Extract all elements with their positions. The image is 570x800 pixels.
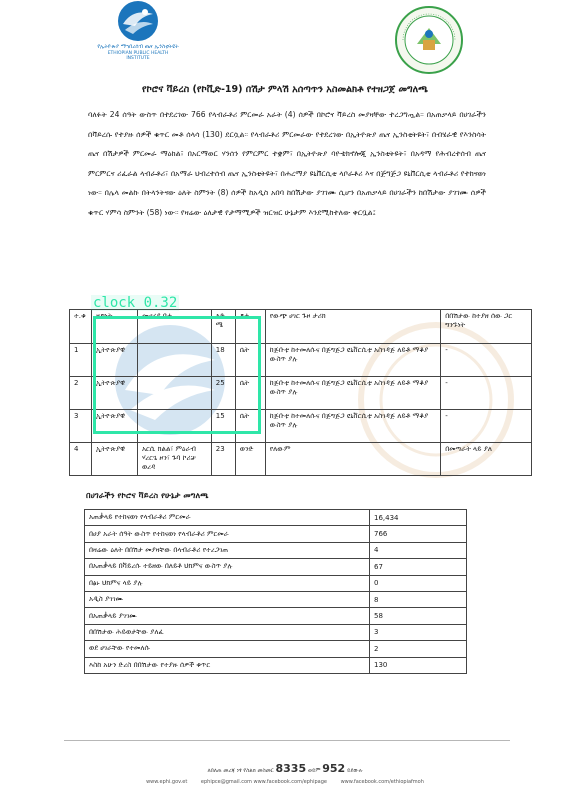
- hotline-mid: ወይም: [307, 768, 321, 774]
- table-cell: ሴት: [235, 377, 265, 410]
- summary-label: ወደ ሀገራቸው የተመለሱ: [85, 641, 370, 657]
- summary-title: በሀገራችን የኮሮና ቫይረስ የሁኔታ መግለጫ: [86, 490, 209, 500]
- footer-divider: [64, 740, 510, 741]
- table-cell: ኢትዮጵያዊ: [91, 377, 137, 410]
- table-row: [85, 526, 467, 542]
- summary-label: በአጠቃላይ በቫይረሱ ተይዘው በለይቶ ህክምና ውስጥ ያሉ: [85, 559, 370, 575]
- table-cell: 15: [211, 410, 235, 443]
- table-cell: የለውም: [265, 443, 440, 476]
- table-row: [85, 624, 467, 640]
- summary-label: በሀያ አራት ሰዓት ውስጥ የተከናወነ የላብራቶሪ ምርመራ: [85, 526, 370, 542]
- table-cell: ኢትዮጵያዊ: [91, 344, 137, 377]
- column-header: እድ ሜ: [211, 310, 235, 344]
- summary-label: በዛሬው ዕለት በበሽታ መያዛቸው በላብራቶሪ የተረጋገጠ: [85, 542, 370, 558]
- detection-label: clock 0.32: [93, 295, 178, 311]
- column-header: በበሽታው ከተያዘ ሰው ጋር ግንኙነት: [441, 310, 532, 344]
- logo-caption-english: ETHIOPIAN PUBLIC HEALTH INSTITUTE: [107, 51, 169, 61]
- detection-bounding-box: [93, 316, 261, 434]
- table-cell: -: [441, 410, 532, 443]
- table-cell: ኢትዮጵያዊ: [91, 443, 137, 476]
- table-cell: -: [441, 377, 532, 410]
- table-row: [85, 591, 467, 607]
- table-cell: 25: [211, 377, 235, 410]
- table-row: [85, 641, 467, 657]
- table-row: [85, 608, 467, 624]
- table-cell: ሴት: [235, 410, 265, 443]
- ephi-logo-icon: [113, 0, 163, 42]
- column-header: ፆታ: [235, 310, 265, 344]
- summary-value: 2: [370, 641, 467, 657]
- table-cell: ሴት: [235, 344, 265, 377]
- ephi-logo: [96, 0, 180, 66]
- table-cell: ከጅቡቲ ከተመለሱና በጅግጅጋ ዩኒቨርሲቲ አስገዳጅ ለይቶ ማቆያ ውስጥ ያሉ: [265, 377, 440, 410]
- hotline-number-2: 952: [322, 762, 346, 775]
- document-paragraph: ባለፉት 24 ሰዓት ውስጥ በተደረገው 766 የላብራቶሪ ምርመራ አራት (4) ሰዎች በኮሮና ቫይረስ መያዛቸው ተረጋግጧል። በአጠቃላይ በሀገራችን በቫይረሱ የተያዙ ሰዎች ቁጥር መቶ ሰላሳ (130) ደርሷል። የላብራቶሪ ምርመራው የተደረገው በኢትዮጵያ ጤና ኢንስቲትዩት፣ በብሄራዊ የእንስሳት ጤና በሽታዎች ምርመራ ማዕከል፣ በአርማወር ሃንሰን የምርምር ተቋም፣ በኢትዮጵያ ባዮቴክኖሎጂ ኢንስቲትዩት፣ በአዳማ የሕብረተሰብ ጤና ምርምርና ሪፈራል ላብራቶሪ፣ በአማራ ህብረተሰብ ጤና ኢንስቲትዩት፣ በሐረማያ ዩኒቨርሲቲ ላቦራቶሪ እና በጅግጅጋ ዩኒቨርሲቲ ላብራቶሪ የተከናወነ ነው። በሌላ መልኩ በትላንትናው ዕለት ስምንት (8) ሰዎች ከአዲስ አበባ ከበሽታው ያገገሙ ሲሆን በአጠቃላይ በሀገራችን ከበሽታው ያገገሙ ሰዎች ቁጥር ሃምሳ ስምንት (58) ነው። የዛሬው ዕለታዊ የታማሚዎች ዝርዝር ሁኔታም እንደሚከተለው ቀርቧል፤: [88, 110, 486, 217]
- footer-email: ephipce@gmail.com www.facebook.com/ephipage: [200, 779, 327, 785]
- table-cell: 4: [70, 443, 92, 476]
- summary-value: 3: [370, 624, 467, 640]
- table-cell: 1: [70, 344, 92, 377]
- footer-links: [0, 779, 570, 785]
- footer-facebook: www.facebook.com/ethiopiafmoh: [340, 779, 424, 785]
- summary-value: 8: [370, 591, 467, 607]
- summary-label: በፅኑ ህክምና ላይ ያሉ: [85, 575, 370, 591]
- summary-value: 4: [370, 542, 467, 558]
- table-cell: ከጅቡቲ ከተመለሱና በጅግጅጋ ዩኒቨርሲቲ አስገዳጅ ለይቶ ማቆያ ውስጥ ያሉ: [265, 344, 440, 377]
- hotline-prefix: ለበለጠ መረጃ ነፃ የስልክ መስመር: [207, 768, 274, 774]
- column-header: ተ.ቁ: [70, 310, 92, 344]
- column-header: ዜግነት: [91, 310, 137, 344]
- table-cell: ከጅቡቲ ከተመለሱና በጅግጅጋ ዩኒቨርሲቲ አስገዳጅ ለይቶ ማቆያ ውስጥ ያሉ: [265, 410, 440, 443]
- table-row: [85, 657, 467, 673]
- summary-value: 67: [370, 559, 467, 575]
- summary-value: 16,434: [370, 510, 467, 526]
- table-cell: 23: [211, 443, 235, 476]
- document-header: [0, 0, 570, 78]
- seal-icon: [393, 4, 465, 76]
- summary-label: እስከ አሁን ድረስ በበሽታው የተያዙ ሰዎች ቁጥር: [85, 657, 370, 673]
- summary-value: 0: [370, 575, 467, 591]
- logo-caption-amharic: የኢትዮጵያ ማኅበረሰብ ጤና ኢንስቲትዩት: [97, 44, 179, 50]
- summary-value: 130: [370, 657, 467, 673]
- table-row: [70, 443, 532, 476]
- footer-website: www.ephi.gov.et: [146, 779, 188, 785]
- table-cell: ኢትዮጵያዊ: [91, 410, 137, 443]
- summary-label: በአጠቃላይ ያገገሙ: [85, 608, 370, 624]
- table-cell: በመጣራት ላይ ያለ: [441, 443, 532, 476]
- summary-label: አጠቃላይ የተከናወነ የላብራቶሪ ምርመራ: [85, 510, 370, 526]
- table-cell: 2: [70, 377, 92, 410]
- hotline-suffix: ይደውሉ: [346, 768, 363, 774]
- table-cell: 3: [70, 410, 92, 443]
- summary-label: በበሽታው ሕይወታቸው ያለፈ: [85, 624, 370, 640]
- table-cell: አርሲ ክልል፣ ምዕራብ ሃረርጌ ዞን፣ ጉባ ኮሪቻ ወረዳ: [137, 443, 211, 476]
- summary-label: አዲስ ያገገሙ: [85, 591, 370, 607]
- summary-table: [84, 509, 467, 674]
- table-cell: 18: [211, 344, 235, 377]
- summary-value: 766: [370, 526, 467, 542]
- table-cell: ወንድ: [235, 443, 265, 476]
- table-row: [85, 575, 467, 591]
- table-row: [85, 559, 467, 575]
- table-row: [85, 510, 467, 526]
- document-title: የኮሮና ቫይረስ (የኮቪድ-19) በሽታ ምላሽ አሰጣጥን አስመልክቶ የተዘጋጀ መግለጫ: [142, 84, 428, 95]
- hotline-number-1: 8335: [275, 762, 307, 775]
- summary-value: 58: [370, 608, 467, 624]
- column-header: የውጭ ሀገር ጉዞ ታሪክ: [265, 310, 440, 344]
- table-cell: -: [441, 344, 532, 377]
- ephi-seal: [393, 4, 465, 76]
- footer-hotline: [0, 762, 570, 775]
- table-row: [85, 542, 467, 558]
- column-header: መኖሪያ ቦታ: [137, 310, 211, 344]
